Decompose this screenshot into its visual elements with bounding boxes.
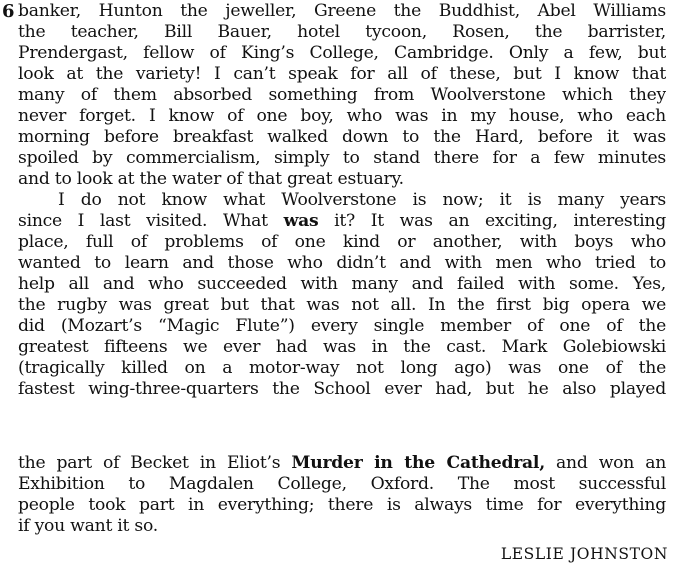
emphasis-was: was: [283, 211, 319, 231]
text-line: since I last visited. What was it? It was an exciting, interesting: [18, 211, 666, 231]
text-line: morning before breakfast walked down to the Hard, before it was: [18, 127, 666, 147]
text-line: many of them absorbed something from Woolverstone which they: [18, 85, 666, 105]
text-line: did (Mozart’s “Magic Flute”) every single member of one of the: [18, 316, 666, 336]
text-line: help all and who succeeded with many and failed with some. Yes,: [18, 274, 666, 294]
page-number: 6: [2, 1, 15, 22]
text-line: greatest fifteens we ever had was in the cast. Mark Golebiowski: [18, 337, 666, 357]
text-line: Exhibition to Magdalen College, Oxford. The most successful: [18, 474, 666, 494]
text-line: (tragically killed on a motor-way not long ago) was one of the: [18, 358, 666, 378]
text-line: place, full of problems of one kind or another, with boys who: [18, 232, 666, 252]
text-line: look at the variety! I can’t speak for all of these, but I know that: [18, 64, 666, 84]
text-line: the part of Becket in Eliot’s Murder in the Cathedral, and won an: [18, 453, 666, 473]
text-line: the rugby was great but that was not all. In the first big opera we: [18, 295, 666, 315]
text-line: banker, Hunton the jeweller, Greene the Buddhist, Abel Williams: [18, 1, 666, 21]
text-line: spoiled by commercialism, simply to stand there for a few minutes: [18, 148, 666, 168]
text-line: and to look at the water of that great estuary.: [18, 169, 404, 189]
author-signature: LESLIE JOHNSTON: [500, 545, 668, 563]
text-line: the teacher, Bill Bauer, hotel tycoon, Rosen, the barrister,: [18, 22, 666, 42]
text-line: wanted to learn and those who didn’t and with men who tried to: [18, 253, 666, 273]
text-line: fastest wing-three-quarters the School ever had, but he also played: [18, 379, 666, 399]
text-line: if you want it so.: [18, 516, 159, 536]
book-title: Murder in the Cathedral,: [291, 453, 545, 473]
text-line: never forget. I know of one boy, who was in my house, who each: [18, 106, 666, 126]
text-line: Prendergast, fellow of King’s College, Cambridge. Only a few, but: [18, 43, 666, 63]
text-line: I do not know what Woolverstone is now; it is many years: [58, 190, 666, 210]
text-line: people took part in everything; there is always time for everything: [18, 495, 666, 515]
